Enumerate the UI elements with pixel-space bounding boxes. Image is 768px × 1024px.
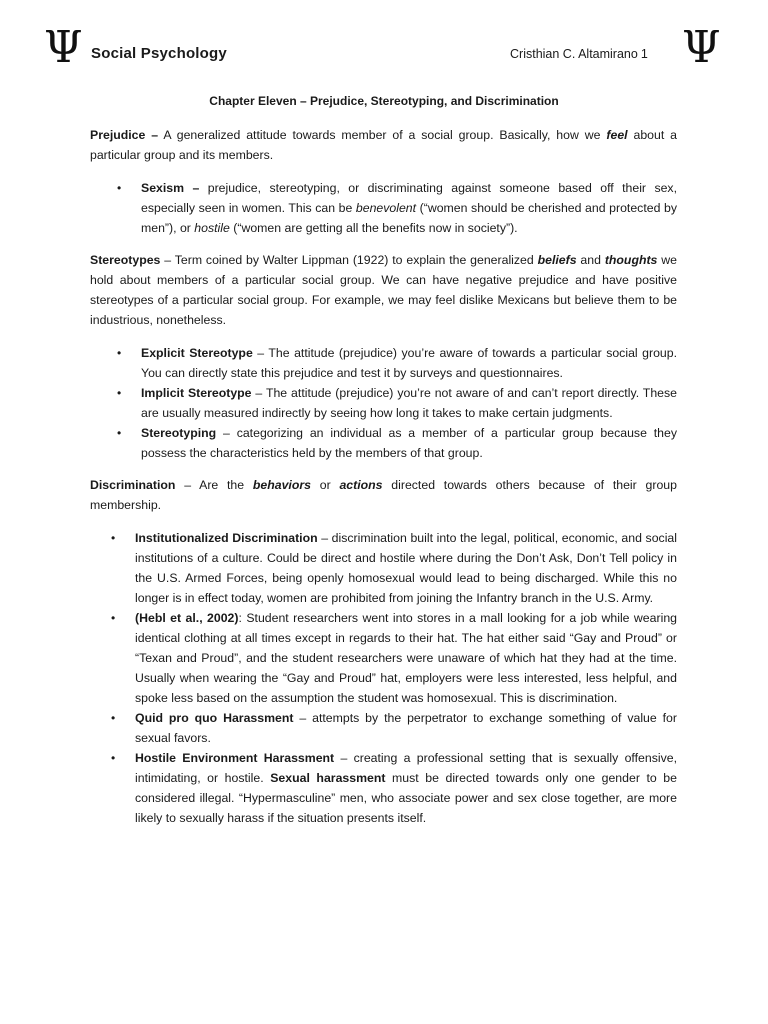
stereotyping-term: Stereotyping [141,426,217,440]
header-author [510,47,648,61]
prejudice-text: A generalized attitude towards member of a social group. Basically, how we [158,128,607,142]
stereotypes-beliefs: beliefs [537,253,577,267]
implicit-stereotype-term: Implicit Stereotype [141,386,252,400]
institutionalized-term: Institutionalized Discrimination [135,531,318,545]
bullet-icon: • [117,346,122,360]
sexism-text-mid: (“women should be cherished and protected by men”), or [141,201,677,235]
quid-pro-quo-text: – attempts by the perpetrator to exchange something of value for sexual favors. [135,711,677,745]
sexism-benevolent: benevolent [355,201,417,215]
bullet-icon: • [117,426,122,440]
institutionalized-text: – discrimination built into the legal, political, economic, and social institutions of a culture. Could be direct and hostile where during the Don’t Ask, Don’t Tell policy in the U.S. Armed Forces, being openly homosexual would lead to being discharged. While this no longer is in effect today, women are prohibited from joining the Infantry branch in the U.S. Army. [135,531,677,605]
hostile-environment-text: – creating a professional setting that is sexually offensive, intimidating, or hostile. [135,751,677,785]
list-item [117,178,677,238]
stereotyping-text: – categorizing an individual as a member of a particular group because they possess the characteristics held by the members of that group. [141,426,677,460]
page-number: 1 [640,47,648,61]
quid-pro-quo-term: Quid pro quo Harassment [135,711,294,725]
discrimination-or: or [310,478,340,492]
list-item [117,423,677,463]
list-item [111,528,677,608]
discrimination-text: – Are the [175,478,253,492]
discrimination-behaviors: behaviors [252,478,311,492]
hebl-citation: (Hebl et al., 2002) [135,611,239,625]
stereotypes-term: Stereotypes [90,253,161,267]
discrimination-bullet-list [111,528,677,828]
sexism-hostile: hostile [194,221,230,235]
stereotypes-paragraph [90,250,677,330]
course-title: Social Psychology [91,45,227,62]
discrimination-term: Discrimination [90,478,176,492]
bullet-icon: • [111,611,116,625]
sexism-term: Sexism – [141,181,200,195]
hostile-environment-term: Hostile Environment Harassment [135,751,335,765]
stereotypes-bullet-list [117,343,677,463]
list-item [111,608,677,708]
explicit-stereotype-text: – The attitude (prejudice) you’re aware of towards a particular social group. You can directly state this prejudice and test it by surveys and questionnaires. [141,346,677,380]
prejudice-emphasis: feel [606,128,628,142]
author-name: Cristhian C. Altamirano [510,47,638,61]
list-item [117,383,677,423]
bullet-icon: • [111,711,116,725]
prejudice-bullet-list [117,178,677,238]
bullet-icon: • [111,531,116,545]
sexual-harassment-term: Sexual harassment [270,771,386,785]
list-item [117,343,677,383]
hebl-text: : Student researchers went into stores in a mall looking for a job while wearing identical clothing at all times except in regards to their hat. The hat either said “Gay and Proud” or “Texan and Proud”, and the student researchers were unaware of which hat they had at the time. Usually when wearing the “Gay and Proud” hat, employers were less interested, less helpful, and spoke less based on the assumption the student was homosexual. This is discrimination. [135,611,677,705]
bullet-icon: • [117,181,122,195]
sexism-text-end: (“women are getting all the benefits now in society”). [229,221,518,235]
discrimination-paragraph [90,475,677,515]
hostile-environment-text-end: must be directed towards only one gender to be considered illegal. “Hypermasculine” men, who associate power and sex close together, are more likely to sexually harass if the situation presents itself. [135,771,677,825]
bullet-icon: • [111,751,116,765]
discrimination-text-end: directed towards others because of their group membership. [90,478,677,512]
stereotypes-text: – Term coined by Walter Lippman (1922) to explain the generalized [160,253,538,267]
psi-symbol-left-icon: Ψ [44,22,83,73]
discrimination-actions: actions [339,478,383,492]
list-item [111,748,677,828]
prejudice-term: Prejudice – [90,128,159,142]
prejudice-text-end: about a particular group and its members. [90,128,677,162]
explicit-stereotype-term: Explicit Stereotype [141,346,253,360]
implicit-stereotype-text: – The attitude (prejudice) you’re not aware of and can’t report directly. These are usually measured indirectly by seeing how long it takes to make certain judgments. [141,386,677,420]
bullet-icon: • [117,386,122,400]
sexism-text: prejudice, stereotyping, or discriminating against someone based off their sex, especially seen in women. This can be [141,181,677,215]
list-item [111,708,677,748]
stereotypes-text-end: we hold about members of a particular social group. We can have negative prejudice and have positive stereotypes of a particular social group. For example, we may feel dislike Mexicans but believe them to be industrious, nonetheless. [90,253,677,327]
chapter-title: Chapter Eleven – Prejudice, Stereotyping, and Discrimination [209,94,559,108]
psi-symbol-right-icon: Ψ [682,22,721,73]
stereotypes-and: and [576,253,605,267]
prejudice-paragraph [90,125,677,165]
stereotypes-thoughts: thoughts [604,253,658,267]
